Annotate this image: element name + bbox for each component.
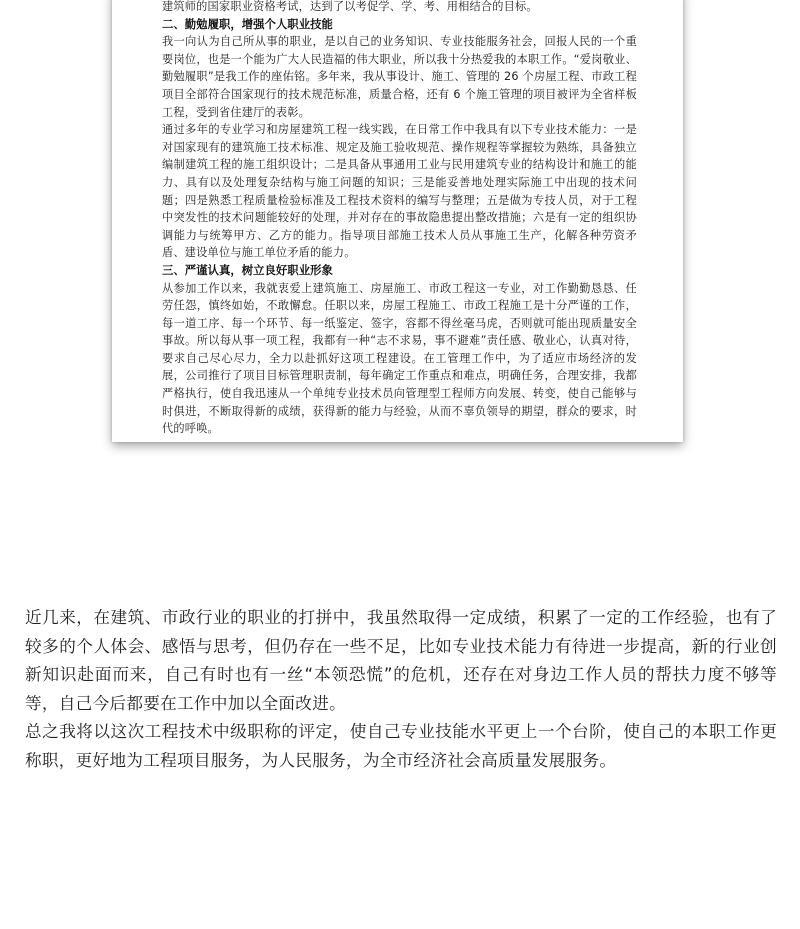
intro-tail-paragraph: 建筑师的国家职业资格考试，达到了以考促学、学、考、用相结合的目标。 xyxy=(162,0,538,13)
summary-paragraph-1: 近几来，在建筑、市政行业的职业的打拼中，我虽然取得一定成绩，积累了一定的工作经验，也有了较多的个人体会、感悟与思考，但仍存在一些不足，比如专业技术能力有待进一步提高，新的行业创新知识赴面而来，自己有时也有一丝“本领恐慌”的危机，还存在对身边工作人员的帮扶力度不够等等，自己今后都要在工作中加以全面改进。 xyxy=(25,608,777,713)
summary-text xyxy=(25,604,777,776)
section-three-heading: 三、严谨认真，树立良好职业形象 xyxy=(162,262,333,277)
section-two-paragraph-1: 我一向认为自己所从事的职业，是以自己的业务知识、专业技能服务社会，回报人民的一个重要岗位，也是一个能为广大人民造福的伟大职业，所以我十分热爱我的本职工作。“爱岗敬业、勤勉履职”是我工作的座佑铭。多年来，我从事设计、施工、管理的 26 个房屋工程、市政工程项目全部符合国家现行的技术规范标准，质量合格，还有 6 个施工管理的项目被评为全省样板工程，受到省住建厅的表彰。 xyxy=(162,35,637,119)
document-page-image xyxy=(112,0,683,442)
summary-paragraph-2: 总之我将以这次工程技术中级职称的评定，使自己专业技能水平更上一个台阶，使自己的本职工作更称职，更好地为工程项目服务，为人民服务，为全市经济社会高质量发展服务。 xyxy=(25,722,777,770)
section-three-paragraph-1: 从参加工作以来，我就衷爱上建筑施工、房屋施工、市政工程这一专业，对工作勤勤恳恳、任劳任怨，慎终如始，不敢懈怠。任职以来，房屋工程施工、市政工程施工是十分严谨的工作，每一道工序、每一个环节、每一纸鉴定、签字，容都不得丝毫马虎，否则就可能出现质量安全事故。所以每从事一项工程，我都有一种“志不求易，事不避难”责任感、敬业心，认真对待，要求自己尽心尽力，全力以赴抓好这项工程建设。在工管理工作中，为了适应市场经济的发展，公司推行了项目目标管理职责制，每年确定工作重点和难点，明确任务，合理安排，我都严格执行，使自我迅速从一个单纯专业技术员向管理型工程师方向发展、转变，使自己能够与时俱进，不断取得新的成绩，获得新的能力与经验，从而不辜负领导的期望，群众的要求，时代的呼唤。 xyxy=(162,281,637,436)
section-two-heading: 二、勤勉履职，增强个人职业技能 xyxy=(162,16,333,31)
section-two-paragraph-2: 通过多年的专业学习和房屋建筑工程一线实践，在日常工作中我具有以下专业技术能力：一是对国家现有的建筑施工技术标准、规定及施工验收规范、操作规程等掌握较为熟练，具备独立编制建筑工程的施工组织设计；二是具备从事通用工业与民用建筑专业的结构设计和施工的能力、具有以及处理复杂结构与施工问题的知识；三是能妥善地处理实际施工中出现的技术问题；四是熟悉工程质量检验标准及工程技术资料的编写与整理；五是做为专技人员，对于工程中突发性的技术问题能较好的处理，并对存在的事故隐患提出整改措施；六是有一定的组织协调能力与统筹甲方、乙方的能力。指导项目部施工技术人员从事施工生产，化解各种劳资矛盾、建设单位与施工单位矛盾的能力。 xyxy=(162,123,637,260)
